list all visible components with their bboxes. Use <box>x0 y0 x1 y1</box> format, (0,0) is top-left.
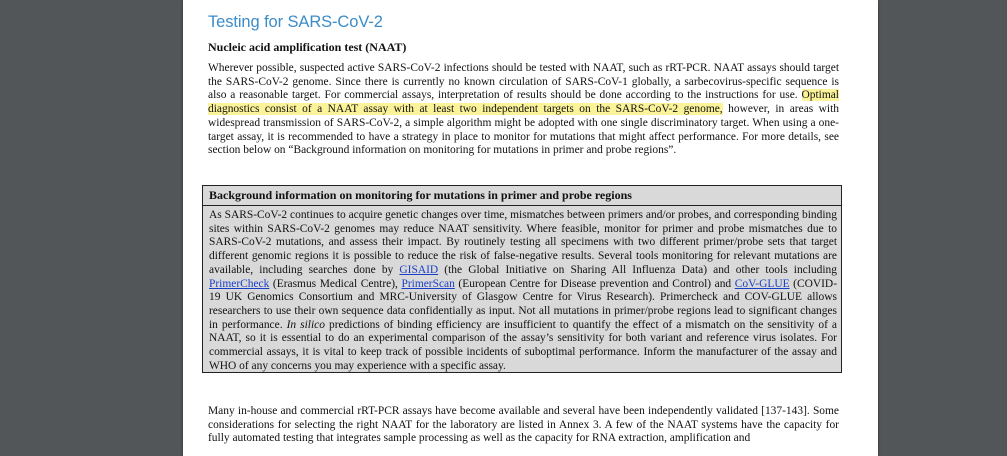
naat-paragraph <box>208 62 839 158</box>
primercheck-link[interactable]: PrimerCheck <box>209 277 270 290</box>
box-text: (the Global Initiative on Sharing All Influenza Data) and other tools including <box>438 263 837 276</box>
subsection-heading: Nucleic acid amplification test (NAAT) <box>208 40 407 54</box>
section-heading: Testing for SARS-CoV-2 <box>208 13 383 31</box>
rrt-pcr-paragraph: Many in-house and commercial rRT-PCR assays have become available and several have been independently validated [137-143]. Some considerations for selecting the right NAAT for the laboratory are listed in Annex 3. A few of the NAAT systems have the capacity for fully automated testing that integrates sample processing as well as the capacity for RNA extraction, amplification and <box>208 405 839 445</box>
background-info-box <box>202 185 842 373</box>
box-divider <box>203 205 841 206</box>
highlighted-text[interactable]: Optimal diagnostics consist of a NAAT assay with at least two independent targets on the SARS-CoV-2 genome, <box>208 89 839 116</box>
italic-text: In silico <box>286 318 325 331</box>
paragraph-text: Wherever possible, suspected active SARS-CoV-2 infections should be tested with NAAT, such as rRT-PCR. NAAT assays should target the SARS-CoV-2 genome. Since there is currently no known circulation of SARS-CoV-1 globally, a sarbecovirus-specific sequence is also a reasonable target. For commercial assays, interpretation of results should be done according to the instructions for use. <box>208 62 839 102</box>
box-text: (COVID-19 UK Genomics Consortium and MRC-University of Glasgow Centre for Virus Research). Primercheck and COV-GLUE allows researchers to use their own sequence data confidentially as input. Not all mutations in primer/probe regions lead to significant changes in performance. <box>209 277 837 331</box>
document-page <box>183 0 878 456</box>
box-text: (Erasmus Medical Centre), <box>269 277 402 290</box>
box-paragraph <box>209 209 837 373</box>
box-title: Background information on monitoring for mutations in primer and probe regions <box>209 188 632 202</box>
box-text: As SARS-CoV-2 continues to acquire genetic changes over time, mismatches between primers and/or probes, and corresponding binding sites within SARS-CoV-2 genomes may reduce NAAT sensitivity. Where feasible, monitor for primer and probe mismatches due to SARS-CoV-2 mutations, and assess their impact. By routinely testing all specimens with two different primer/probe sets that target different genomic regions it is possible to reduce the risk of false-negative results. Several tools monitoring for relevant mutations are available, including searches done by <box>209 209 837 276</box>
cov-glue-link[interactable]: CoV-GLUE <box>734 277 790 290</box>
gisaid-link[interactable]: GISAID <box>399 263 439 276</box>
box-text: (European Centre for Disease prevention and Control) and <box>454 277 735 290</box>
box-text: predictions of binding efficiency are insufficient to quantify the effect of a mismatch on the sensitivity of a NAAT, so it is essential to do an experimental comparison of the assay’s sensitivity for both variant and reference virus isolates. For commercial assays, it is vital to keep track of possible incidents of suboptimal performance. Inform the manufacturer of the assay and WHO of any concerns you may experience with a specific assay. <box>209 318 838 372</box>
paragraph-text: however, in areas with widespread transmission of SARS-CoV-2, a simple algorithm might be adopted with one single discriminatory target. When using a one-target assay, it is recommended to have a strategy in place to monitor for mutations that might affect performance. For more details, see section below on “Background information on monitoring for mutations in primer and probe regions”. <box>208 103 840 157</box>
primerscan-link[interactable]: PrimerScan <box>401 277 455 290</box>
